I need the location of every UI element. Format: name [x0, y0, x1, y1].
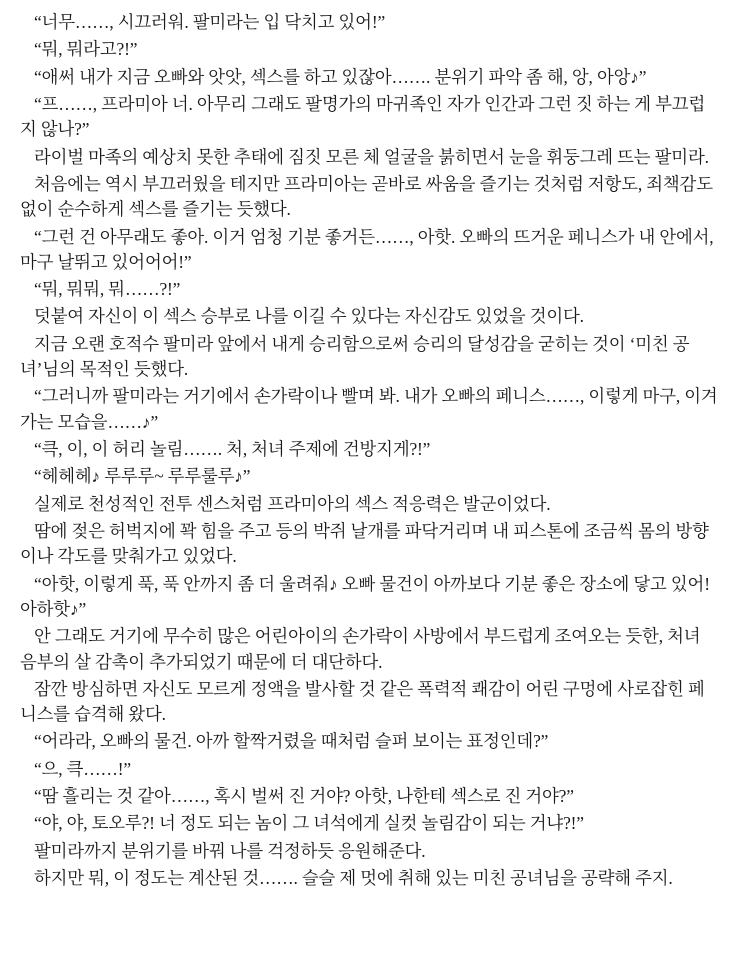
paragraph: “큭, 이, 이 허리 놀림……. 처, 처녀 주제에 건방지게?!” — [34, 439, 431, 459]
paragraph: “으, 큭……!” — [34, 758, 131, 779]
paragraph: 덧붙여 자신이 이 섹스 승부로 나를 이길 수 있다는 자신감도 있었을 것이다. — [34, 306, 584, 327]
paragraph: “야, 야, 토오루?! 너 정도 되는 놈이 그 녀석에게 실컷 놀림감이 되는 거냐?!” — [34, 813, 584, 834]
paragraph: “아핫, 이렇게 푹, 푹 안까지 좀 더 울려줘♪ 오빠 물건이 아까보다 기분 좋은 장소에 닿고 있어! 아하핫♪” — [20, 573, 710, 619]
paragraph: “그러니까 팔미라는 거기에서 손가락이나 빨며 봐. 내가 오빠의 페니스……, 이렇게 마구, 이겨가는 모습을……♪” — [20, 386, 718, 432]
paragraph: “어라라, 오빠의 물건. 아까 할짝거렸을 때처럼 슬퍼 보이는 표정인데?” — [34, 731, 549, 752]
paragraph: 라이벌 마족의 예상치 못한 추태에 짐짓 모른 체 얼굴을 붉히면서 눈을 휘둥그레 뜨는 팔미라. — [34, 146, 709, 167]
paragraph: 안 그래도 거기에 무수히 많은 어린아이의 손가락이 사방에서 부드럽게 조여오는 듯한, 처녀 음부의 살 감촉이 추가되었기 때문에 더 대단하다. — [20, 626, 701, 672]
paragraph: 처음에는 역시 부끄러웠을 테지만 프라미아는 곧바로 싸움을 즐기는 것처럼 저항도, 죄책감도 없이 순수하게 섹스를 즐기는 듯했다. — [20, 173, 713, 220]
novel-body-text — [20, 10, 718, 891]
paragraph: “뭐, 뭐뭐, 뭐……?!” — [34, 279, 181, 300]
paragraph: 하지만 뭐, 이 정도는 계산된 것……. 슬슬 제 멋에 취해 있는 미친 공녀님을 공략해 주지. — [34, 868, 673, 888]
paragraph: “애써 내가 지금 오빠와 앗앗, 섹스를 하고 있잖아……. 분위기 파악 좀 해, 앙, 아앙♪” — [34, 66, 647, 87]
paragraph: 잠깐 방심하면 자신도 모르게 정액을 발사할 것 같은 폭력적 쾌감이 어린 구멍에 사로잡힌 페니스를 습격해 왔다. — [20, 678, 705, 725]
paragraph: “땀 흘리는 것 같아……, 혹시 벌써 진 거야? 아핫, 나한테 섹스로 진 거야?” — [34, 786, 574, 807]
paragraph: 팔미라까지 분위기를 바꿔 나를 걱정하듯 응원해준다. — [34, 840, 426, 861]
paragraph: 땀에 젖은 허벅지에 꽉 힘을 주고 등의 박쥐 날개를 파닥거리며 내 피스톤에 조금씩 몸의 방향이나 각도를 맞춰가고 있었다. — [20, 520, 709, 567]
paragraph: “헤헤헤♪ 루루루~ 루루룰루♪” — [34, 466, 251, 487]
paragraph: “프……, 프라미아 너. 아무리 그래도 팔명가의 마귀족인 자가 인간과 그런 짓 하는 게 부끄럽지 않나?” — [20, 93, 706, 140]
paragraph: “그런 건 아무래도 좋아. 이거 엄청 기분 좋거든……, 아핫. 오빠의 뜨거운 페니스가 내 안에서, 마구 날뛰고 있어어어!” — [20, 226, 714, 272]
paragraph: 실제로 천성적인 전투 센스처럼 프라미아의 섹스 적응력은 발군이었다. — [34, 493, 551, 514]
paragraph: “뭐, 뭐라고?!” — [34, 39, 138, 60]
paragraph: 지금 오랜 호적수 팔미라 앞에서 내게 승리함으로써 승리의 달성감을 굳히는 것이 ‘미친 공녀’님의 목적인 듯했다. — [20, 333, 690, 380]
paragraph: “너무……, 시끄러워. 팔미라는 입 닥치고 있어!” — [34, 12, 386, 32]
